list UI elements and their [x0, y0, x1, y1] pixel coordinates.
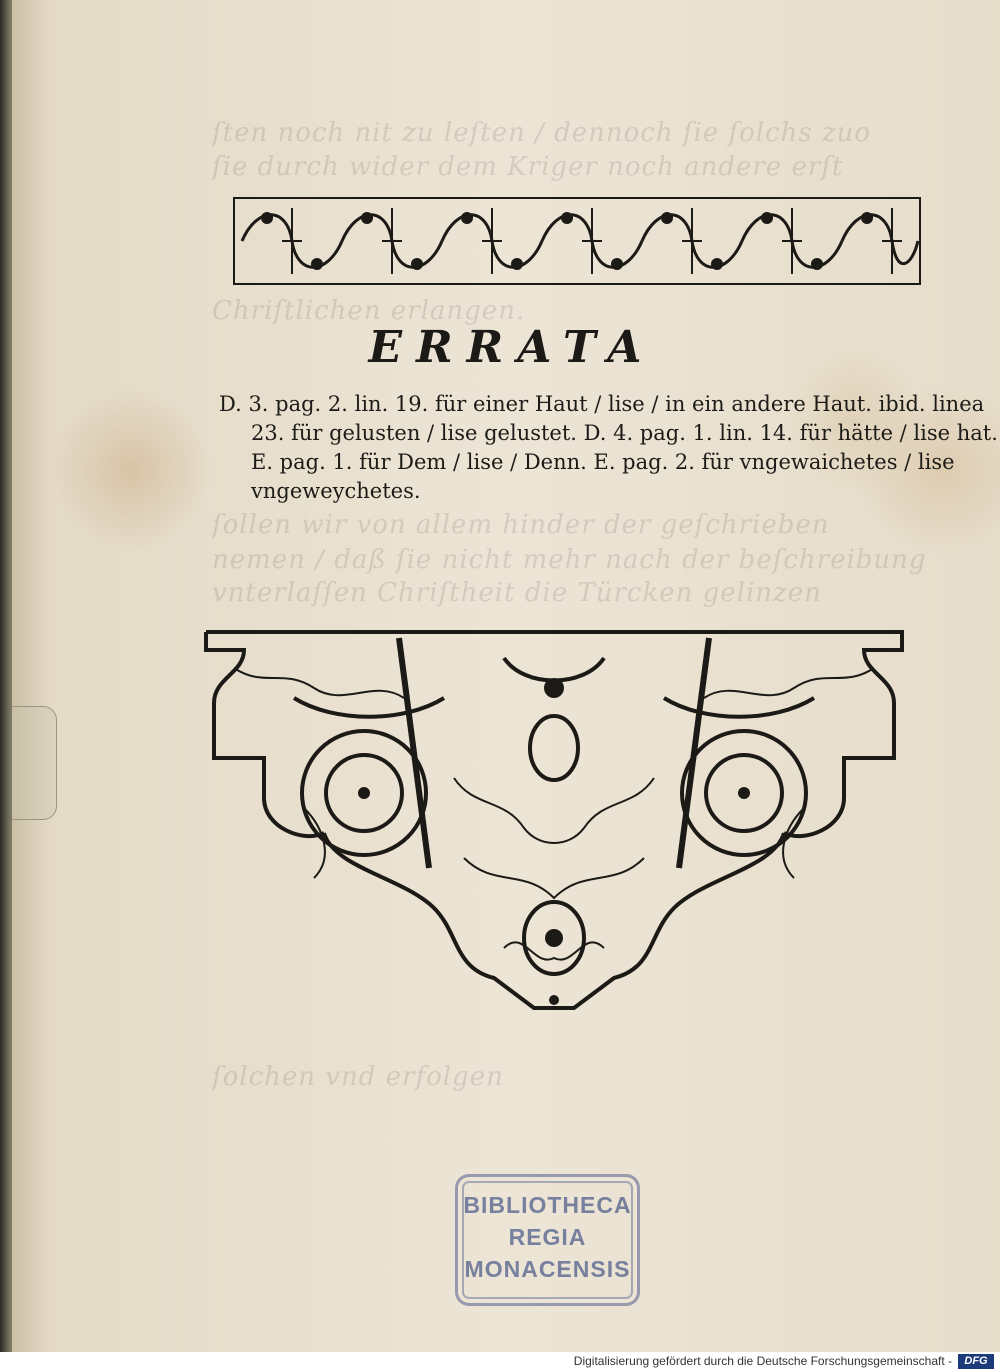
tailpiece-ornament	[204, 628, 904, 1018]
errata-text	[219, 390, 998, 506]
show-through-text: ſten noch nit zu leſten / dennoch ſie ſolchs zuo	[212, 118, 872, 148]
show-through-text: ſollen wir von allem hinder der geſchrieben	[212, 510, 830, 540]
stamp-line: BIBLIOTHECA	[463, 1192, 632, 1218]
page-title: ERRATA	[368, 322, 656, 373]
show-through-text: ſolchen vnd erfolgen	[212, 1062, 504, 1092]
library-stamp	[455, 1174, 640, 1306]
errata-line: E. pag. 1. für Dem / lise / Denn. E. pag. 2. für vngewaichetes / lise	[251, 450, 955, 474]
stamp-line: MONACENSIS	[464, 1256, 631, 1282]
book-page	[12, 0, 1000, 1352]
page-tab-marker	[12, 706, 57, 820]
errata-line: vngeweychetes.	[251, 479, 421, 503]
stamp-line: REGIA	[508, 1224, 587, 1250]
dfg-logo: DFG	[958, 1354, 994, 1369]
errata-line: 23. für gelusten / lise gelustet. D. 4. pag. 1. lin. 14. für hätte / lise hat.	[251, 421, 998, 445]
footer-bar	[0, 1352, 1000, 1371]
show-through-text: nemen / daß ſie nicht mehr nach der beſchreibung	[212, 545, 927, 575]
show-through-text: ſie durch wider dem Kriger noch andere erſt	[212, 152, 844, 182]
ornamental-border-band	[232, 196, 922, 286]
show-through-text: Chriſtlichen erlangen.	[212, 296, 526, 326]
show-through-text: vnterlaſſen Chriſtheit die Türcken gelinzen	[212, 578, 822, 608]
footer-credit: Digitalisierung gefördert durch die Deutsche Forschungsgemeinschaft -	[573, 1354, 952, 1368]
errata-line: D. 3. pag. 2. lin. 19. für einer Haut / lise / in ein andere Haut. ibid. linea	[219, 392, 985, 416]
